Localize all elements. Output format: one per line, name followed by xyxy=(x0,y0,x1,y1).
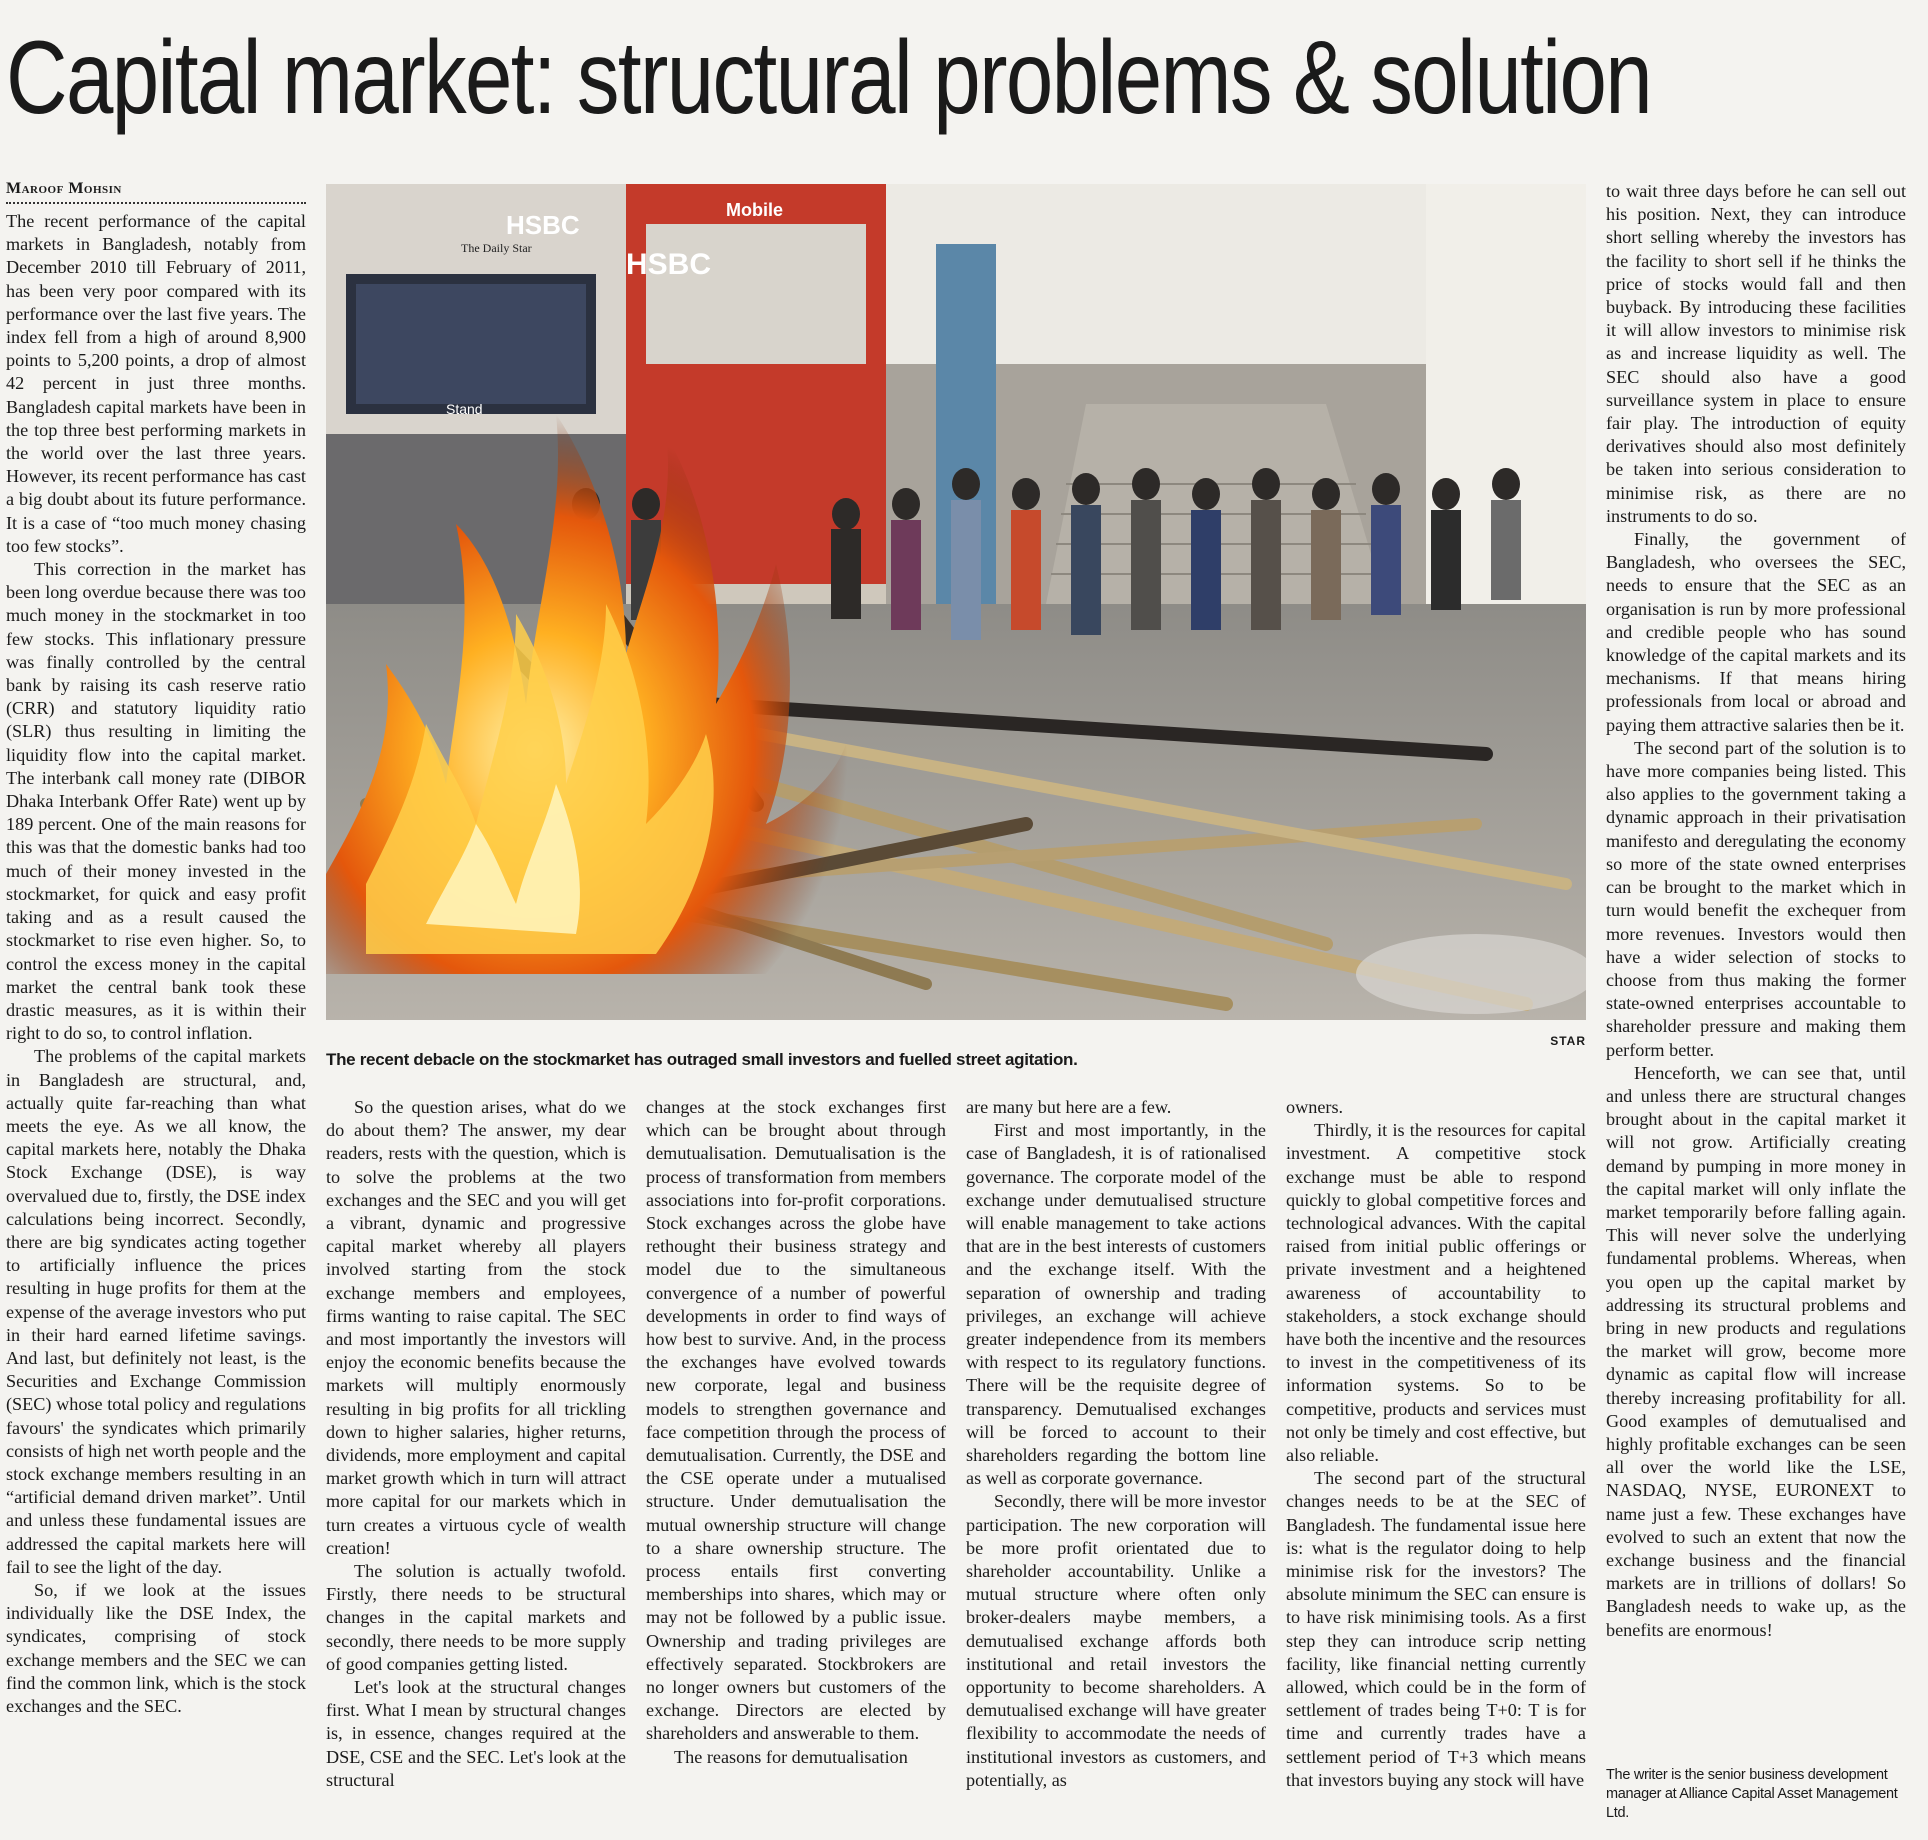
paragraph: are many but here are a few. xyxy=(966,1097,1172,1117)
paragraph: This correction in the market has been long overdue because there was too much money in the stockmarket in too few stocks. This inflationary pressure was finally controlled by the central bank by raising its cash reserve ratio (CRR) and statutory liquidity ratio (SLR) thus resulting in limiting the liquidity flow into the capital market. The interbank call money rate (DIBOR Dhaka Interbank Offer Rate) went up by 189 percent. One of the main reasons for this was that the domestic banks had too much of their money invested in the stockmarket, for quick and easy profit taking and as a result caused the stockmarket to rise even higher. So, to control the excess money in the capital market the central bank took these drastic measures, as it is within their right to do so, to control inflation. xyxy=(6,559,306,1044)
paragraph: Secondly, there will be more investor participation. The new corporation will be more profit orientated due to shareholder accountability. Unlike a mutual structure where often only broker-dealers maybe members, a demutualised exchange affords both institutional and retail investors the opportunity to become shareholders. A demutualised exchange will have greater flexibility to accommodate the needs of institutional investors as customers, and potentially, as xyxy=(966,1491,1266,1790)
paragraph: Henceforth, we can see that, until and unless there are structural changes brought about in the capital market it will not grow. Artificially creating demand by pumping in more money in the capital market will only inflate the market temporarily before falling again. This will never solve the underlying fundamental problems. Whereas, when you open up the capital market by addressing its structural problems and bring in new products and regulations the market will grow, become more dynamic as capital flow will increase thereby increasing profitability for all. Good examples of demutualised and highly profitable exchanges can be seen all over the world like the LSE, NASDAQ, NYSE, EURONEXT to name just a few. These exchanges have evolved to such an extent that now the exchange business and the financial markets are in trillions of dollars! So Bangladesh needs to wake up, as the benefits are enormous! xyxy=(1606,1062,1906,1640)
paragraph: First and most importantly, in the case of Bangladesh, it is of rationalised governance. The corporate model of the exchange under demutualised structure will enable management to take actions that are in the best interests of customers and the exchange itself. With the separation of ownership and trading privileges, an exchange will achieve greater independence from its members with respect to its regulatory functions. There will be the requisite degree of transparency. Demutualised exchanges will be forced to account to their shareholders regarding the bottom line as well as corporate governance. xyxy=(966,1120,1266,1489)
column-6 xyxy=(1606,180,1906,1760)
column-3 xyxy=(646,1096,946,1836)
sign-hsbc-mid: HSBC xyxy=(626,248,712,281)
column-1 xyxy=(6,210,306,1835)
headline: Capital market: structural problems & solution xyxy=(6,20,1652,136)
column-4 xyxy=(966,1096,1266,1836)
byline: Maroof Mohsin xyxy=(6,180,122,197)
paragraph: So the question arises, what do we do about them? The answer, my dear readers, rests with the question, which is to solve the problems at the two exchanges and the SEC and you will get a vibrant, dynamic and progressive capital market whereby all players involved starting from the stock exchange members and employees, firms wanting to raise capital. The SEC and most importantly the investors will enjoy the economic benefits because the markets will multiply enormously resulting in big profits for all trickling down to higher salaries, higher returns, dividends, more employment and capital market growth which in turn will attract more capital for our markets which in turn creates a virtuous cycle of wealth creation! xyxy=(326,1097,626,1558)
author-bio: The writer is the senior business development manager at Alliance Capital Asset Management Ltd. xyxy=(1606,1767,1898,1821)
paragraph: changes at the stock exchanges first which can be brought about through demutualisation. Demutualisation is the process of transformation from members associations into for-profit corporations. Stock exchanges across the globe have rethought their business strategy and model due to the simultaneous convergence of a number of powerful developments in order to find ways of how best to survive. And, in the process the exchanges have evolved towards new corporate, legal and business models to strengthen governance and face competition through the process of demutualisation. Currently, the DSE and the CSE operate under a mutualised structure. Under demutualisation the mutual ownership structure will change to a share ownership structure. The process entails first converting memberships into shares, which may or may not be followed by a public issue. Ownership and trading privileges are effectively separated. Stockbrokers are no longer owners but customers of the exchange. Directors are elected by shareholders and answerable to them. xyxy=(646,1097,946,1744)
paragraph: So, if we look at the issues individually like the DSE Index, the syndicates, comprising of stock exchange members and the SEC we can find the common link, which is the stock exchanges and the SEC. xyxy=(6,1579,306,1716)
sign-hsbc-top: HSBC xyxy=(506,210,580,240)
column-5 xyxy=(1286,1096,1586,1836)
byline-divider xyxy=(6,202,306,204)
paragraph: Thirdly, it is the resources for capital investment. A competitive stock exchange must be able to respond quickly to global competitive forces and technological advances. With the capital raised from initial public offerings or private investment and a heightened awareness of accountability to stakeholders, a stock exchange should have both the incentive and the resources to invest in the competitiveness of its information systems. So to be competitive, products and services must not only be timely and cost effective, but also reliable. xyxy=(1286,1120,1586,1466)
paragraph: The solution is actually twofold. Firstly, there needs to be structural changes in the capital markets and secondly, there needs to be more supply of good companies getting listed. xyxy=(326,1561,626,1674)
sign-stand: Stand xyxy=(446,401,483,417)
paragraph: Let's look at the structural changes first. What I mean by structural changes is, in essence, changes required at the DSE, CSE and the SEC. Let's look at the structural xyxy=(326,1677,626,1790)
paragraph: Finally, the government of Bangladesh, who oversees the SEC, needs to ensure that the SEC as an organisation is run by more professional and credible people who has sound knowledge of the capital markets and its mechanisms. If that means hiring professionals from local or abroad and paying them attractive salaries then be it. xyxy=(1606,529,1906,735)
paragraph: The problems of the capital markets in Bangladesh are structural, and, actually quite far-reaching than what meets the eye. As we all know, the capital markets here, notably the Dhaka Stock Exchange (DSE), is way overvalued due to, firstly, the DSE index calculations being incorrect. Secondly, there are big syndicates acting together to artificially influence the prices resulting in huge profits for them at the expense of the average investors who put in their hard earned lifetime savings. And last, but definitely not least, is the Securities and Exchange Commission (SEC) whose total policy and regulations favours' the syndicates which primarily consists of high net worth people and the stock exchange members resulting in an “artificial demand driven market”. Until and unless these fundamental issues are addressed the capital markets here will fail to see the light of the day. xyxy=(6,1046,306,1577)
paragraph: owners. xyxy=(1286,1097,1344,1117)
sign-mobile: Mobile xyxy=(726,200,783,220)
paragraph: The recent performance of the capital markets in Bangladesh, notably from December 2010 till February of 2011, has been very poor compared with its performance over the last five years. The index fell from a high of around 8,900 points to 5,200 points, a drop of almost 42 percent in just three months. Bangladesh capital markets have been in the top three best performing markets in the world over the last three years. However, its recent performance has cast a big doubt about its future performance. It is a case of “too much money chasing too few stocks”. xyxy=(6,211,306,556)
paragraph: The second part of the solution is to have more companies being listed. This also applies to the government taking a dynamic approach in their privatisation manifesto and deregulating the economy so more of the state owned enterprises can be brought to the market which in turn would benefit the exchequer from more revenues. Investors would then have a wider selection of stocks to choose from thus making the former state-owned enterprises accountable to shareholder pressure and making them perform better. xyxy=(1606,737,1906,1060)
news-photo xyxy=(326,184,1586,1020)
column-2 xyxy=(326,1096,626,1836)
photo-caption: The recent debacle on the stockmarket has outraged small investors and fuelled street agitation. xyxy=(326,1050,1078,1069)
sign-newspaper: The Daily Star xyxy=(461,241,532,255)
paragraph: The second part of the structural changes needs to be at the SEC of Bangladesh. The fundamental issue here is: what is the regulator doing to help minimise risk for the investors? The absolute minimum the SEC can ensure is to have risk minimising tools. As a first step they can introduce scrip netting facility, like financial netting currently allowed, which could be in the form of settlement of trades being T+0: T is for time and currently trades have a settlement period of T+3 which means that investors buying any stock will have xyxy=(1286,1468,1586,1790)
paragraph: to wait three days before he can sell out his position. Next, they can introduce short selling whereby the investors has the facility to short sell if he thinks the price of stocks would fall and then buyback. By introducing these facilities it will allow investors to minimise risk as and increase liquidity as well. The SEC should also have a good surveillance system in place to ensure fair play. The introduction of equity derivatives should also most definitely be taken into serious consideration to minimise risk, as there are no instruments to do so. xyxy=(1606,181,1906,526)
paragraph: The reasons for demutualisation xyxy=(674,1746,908,1767)
photo-credit: STAR xyxy=(1550,1034,1586,1048)
